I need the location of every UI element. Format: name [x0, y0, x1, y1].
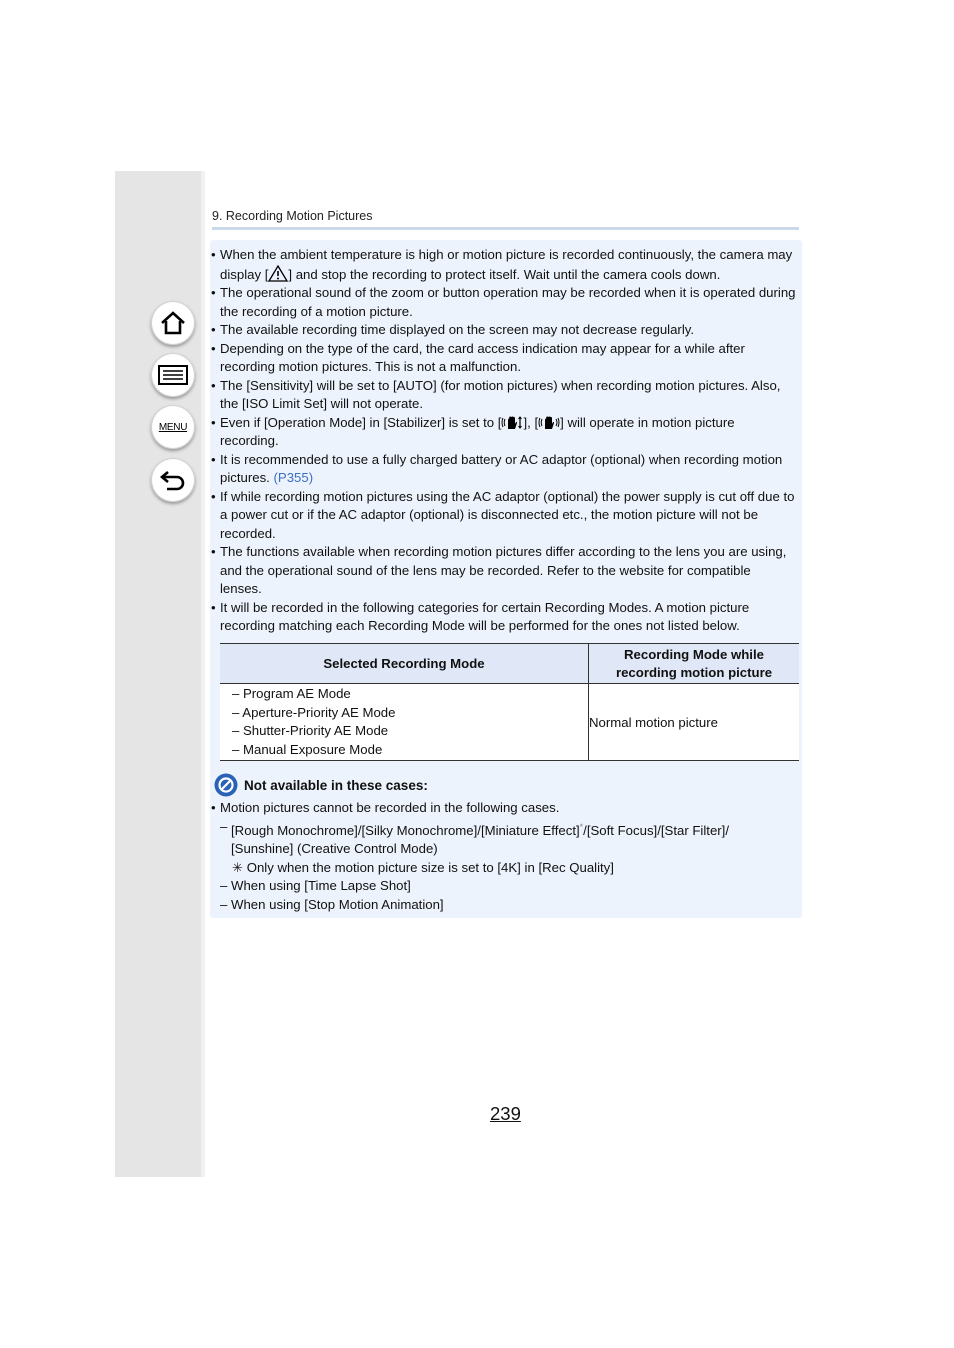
footnote: ✳ Only when the motion picture size is set to [4K] in [Rec Quality]	[232, 859, 614, 875]
table-header-recording-mode: Recording Mode while recording motion picture	[589, 644, 800, 684]
not-available-title: Not available in these cases:	[244, 777, 428, 793]
list-item-continuation: [Sunshine] (Creative Control Mode)	[231, 841, 438, 856]
list-item: • Depending on the type of the card, the card access indication may appear for a while after recording motion pictures. This is not a malfunction.	[211, 340, 796, 377]
not-available-heading	[214, 773, 428, 797]
stabilizer-vertical-icon	[501, 415, 523, 430]
list-item: – When using [Stop Motion Animation]	[211, 896, 729, 915]
recording-mode-table	[220, 643, 799, 761]
page-number: 239	[490, 1103, 521, 1124]
notes-list	[211, 246, 796, 636]
list-item: • It will be recorded in the following categories for certain Recording Modes. A motion picture recording matching each Recording Mode will be performed for the ones not listed below.	[211, 599, 796, 636]
list-item: • The functions available when recording motion pictures differ according to the lens you are using, and the operational sound of the lens may be recorded. Refer to the website for compatible lenses.	[211, 543, 796, 599]
home-icon	[159, 310, 187, 336]
back-button[interactable]	[151, 458, 195, 502]
stabilizer-normal-icon	[538, 415, 560, 430]
list-item: – [Rough Monochrome]/[Silky Monochrome]/[Miniature Effect]*/[Soft Focus]/[Star Filter]/	[211, 818, 729, 841]
mode-manual-exposure: – Manual Exposure Mode	[232, 741, 383, 757]
menu-button[interactable]	[151, 405, 195, 449]
not-available-icon	[214, 773, 238, 797]
list-item: • The available recording time displayed on the screen may not decrease regularly.	[211, 321, 796, 340]
mode-shutter-priority: – Shutter-Priority AE Mode	[232, 723, 389, 738]
list-item: • The [Sensitivity] will be set to [AUTO] (for motion pictures) when recording motion pictures. Also, the [ISO Limit Set] will not operate.	[211, 377, 796, 414]
list-item: – When using [Time Lapse Shot]	[211, 877, 729, 896]
table-row	[220, 684, 799, 761]
mode-program-ae: – Program AE Mode	[232, 686, 351, 701]
modes-cell	[220, 684, 589, 761]
contents-button[interactable]	[151, 353, 195, 397]
not-available-list	[211, 799, 729, 914]
list-item: • When the ambient temperature is high or motion picture is recorded continuously, the camera may display [ ] and stop the recording to protect itself. Wait until the camera cools down.	[211, 246, 796, 284]
overheat-warning-icon	[268, 265, 288, 282]
list-icon	[158, 365, 188, 385]
back-icon	[159, 468, 187, 492]
home-button[interactable]	[151, 301, 195, 345]
list-item: • It is recommended to use a fully charged battery or AC adaptor (optional) when recording motion pictures. (P355)	[211, 451, 796, 488]
result-cell: Normal motion picture	[589, 684, 800, 761]
menu-label: MENU	[158, 421, 188, 433]
list-item: • Even if [Operation Mode] in [Stabilizer] is set to [ ], [ ] will operate in motion picture recording.	[211, 414, 796, 451]
sidebar-edge	[201, 171, 205, 1177]
list-item: • Motion pictures cannot be recorded in the following cases.	[211, 799, 729, 818]
mode-aperture-priority: – Aperture-Priority AE Mode	[232, 704, 396, 720]
list-item: • The operational sound of the zoom or button operation may be recorded when it is operated during the recording of a motion picture.	[211, 284, 796, 321]
table-header-selected-mode: Selected Recording Mode	[220, 644, 589, 684]
header-rule	[212, 227, 799, 230]
page-link-p355[interactable]: (P355)	[273, 470, 314, 485]
list-item: • If while recording motion pictures using the AC adaptor (optional) the power supply is cut off due to a power cut or if the AC adaptor (optional) is disconnected etc., the motion picture will not be recorded.	[211, 488, 796, 544]
section-header: 9. Recording Motion Pictures	[212, 209, 373, 223]
